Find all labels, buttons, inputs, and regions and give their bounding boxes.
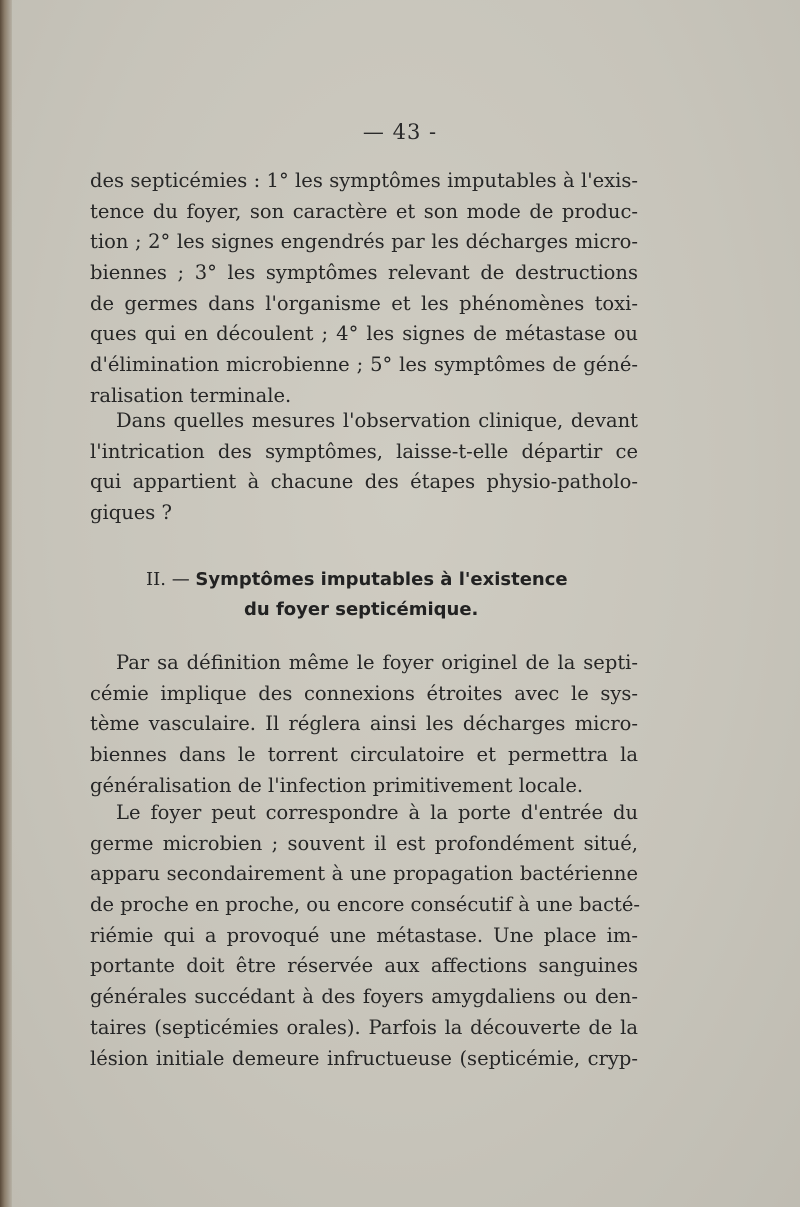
text-line: biennes dans le torrent circulatoire et permettra la — [90, 743, 638, 767]
text-line: riémie qui a provoqué une métastase. Une place im- — [90, 923, 638, 947]
heading-dash: — — [171, 569, 190, 590]
text-line: tion ; 2° les signes engendrés par les décharges micro- — [90, 230, 638, 254]
page-number: — 43 - — [362, 120, 438, 144]
text-line: de germes dans l'organisme et les phénomènes toxi- — [90, 291, 638, 315]
paragraph-4 — [90, 798, 638, 1074]
text-line: giques ? — [90, 501, 172, 525]
text-line: portante doit être réservée aux affections sanguines — [90, 954, 638, 978]
text-line: biennes ; 3° les symptômes relevant de destructions — [90, 261, 638, 285]
text-line: apparu secondairement à une propagation bactérienne — [90, 862, 638, 886]
text-line: l'intrication des symptômes, laisse-t-elle départir ce — [90, 439, 638, 463]
text-line: cémie implique des connexions étroites avec le sys- — [90, 681, 638, 705]
text-line: de proche en proche, ou encore consécutif à une bacté- — [90, 893, 640, 917]
text-line: Le foyer peut correspondre à la porte d'entrée du — [116, 801, 638, 824]
paragraph-2 — [90, 406, 638, 529]
text-line: d'élimination microbienne ; 5° les symptômes de géné- — [90, 353, 638, 377]
text-line: ques qui en découlent ; 4° les signes de métastase ou — [90, 322, 638, 346]
text-line: taires (septicémies orales). Parfois la découverte de la — [90, 1015, 638, 1039]
section-heading-line-1 — [146, 565, 568, 595]
paragraph-3 — [90, 648, 638, 801]
text-line: Par sa définition même le foyer originel de la septi- — [116, 651, 638, 674]
text-line: générales succédant à des foyers amygdaliens ou den- — [90, 985, 638, 1009]
section-title: Symptômes imputables à l'existence — [195, 569, 568, 590]
section-number: II. — [146, 569, 166, 590]
book-spine — [0, 0, 12, 1207]
text-line: tence du foyer, son caractère et son mode de produc- — [90, 199, 638, 223]
text-line: qui appartient à chacune des étapes physio-patholo- — [90, 470, 638, 494]
text-line: des septicémies : 1° les symptômes imputables à l'exis- — [90, 169, 638, 192]
text-line: généralisation de l'infection primitivement locale. — [90, 773, 584, 797]
text-line: tème vasculaire. Il réglera ainsi les décharges micro- — [90, 712, 638, 736]
section-heading-line-2: du foyer septicémique. — [244, 599, 479, 620]
text-line: germe microbien ; souvent il est profondément situé, — [90, 831, 638, 855]
text-line: lésion initiale demeure infructueuse (septicémie, cryp- — [90, 1046, 638, 1070]
text-line: Dans quelles mesures l'observation clinique, devant — [116, 409, 638, 432]
paragraph-1 — [90, 166, 638, 412]
text-line: ralisation terminale. — [90, 383, 292, 407]
